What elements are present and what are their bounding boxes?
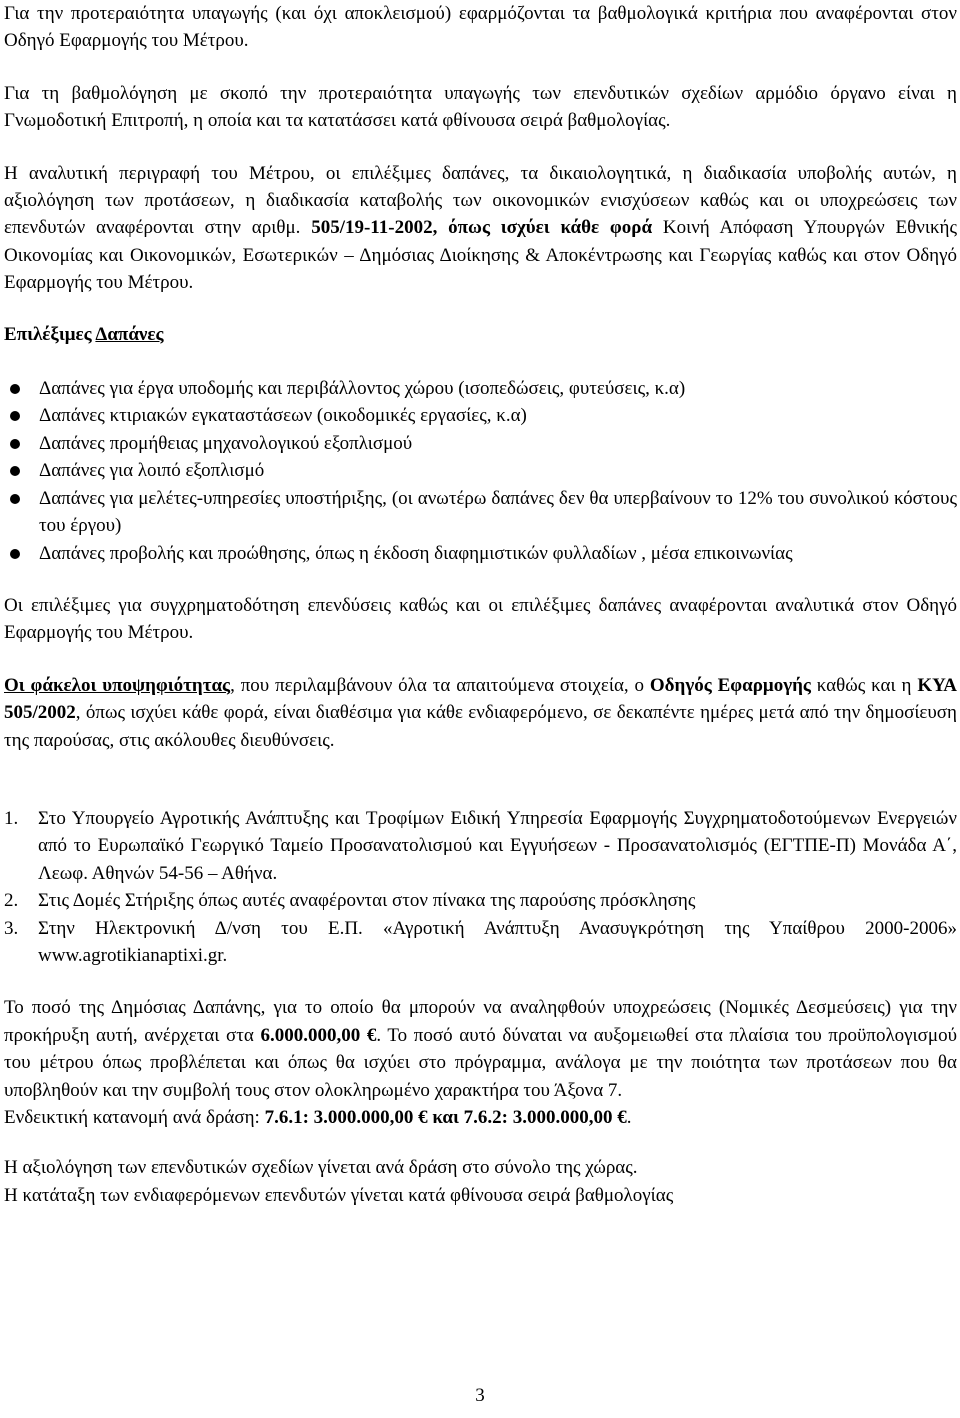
description-text-2: Κοινή Απόφαση Υπουργών Εθνικής Οικονομίας και Οικονομικών, Εσωτερικών – Δημόσιας Διοίκησης & Αποκέντρωσης και Γεωργίας καθώς και στον Οδηγό Εφαρμογής του Μέτρου. — [4, 217, 957, 294]
list-item — [4, 375, 957, 402]
committee-paragraph: Για τη βαθμολόγηση με σκοπό την προτεραιότητα υπαγωγής των επενδυτικών σχεδίων αρμόδιο όργανο είναι η Γνωμοδοτική Επιτροπή, η οποία και τα κατατάσσει κατά φθίνουσα σειρά βαθμολογίας. — [4, 82, 957, 132]
addresses-list — [4, 805, 957, 969]
priority-paragraph: Για την προτεραιότητα υπαγωγής (και όχι αποκλεισμού) εφαρμόζονται τα βαθμολογικά κριτήρια που αναφέρονται στον Οδηγό Εφαρμογής του Μέτρου. — [4, 3, 957, 52]
folders-bold-3: ΚΥΑ 505/2002 — [4, 674, 957, 724]
allocation-end: . — [626, 1107, 632, 1128]
list-item — [4, 915, 957, 970]
list-item-text: Στην Ηλεκτρονική Δ/νση του Ε.Π. «Αγροτική Ανάπτυξη Ανασυγκρότηση της Υπαίθρου 2000-2006» www.agrotikianaptixi.gr. — [38, 917, 957, 966]
description-text-1: Η αναλυτική περιγραφή του Μέτρου, οι επιλέξιμες δαπάνες, τα δικαιολογητικά, η διαδικασία υποβολής αυτών, η αξιολόγηση των προτάσεων, η διαδικασία καταβολής των οικονομικών ενισχύσεων καθώς και οι υποχρεώσεις των επενδυτών αναφέρονται στην αριθμ. — [4, 162, 957, 239]
eligible-expenses-heading — [4, 321, 957, 348]
list-item — [4, 402, 957, 429]
folders-text-2: καθώς και η — [810, 674, 918, 696]
list-item — [4, 887, 957, 914]
folders-text-1: , που περιλαμβάνουν όλα τα απαιτούμενα στοιχεία, ο — [230, 674, 650, 696]
list-item-text: Δαπάνες για μελέτες-υπηρεσίες υποστήριξης, (οι ανωτέρω δαπάνες δεν θα υπερβαίνουν το 12% του συνολικού κόστους του έργου) — [39, 487, 957, 537]
description-paragraph — [4, 160, 957, 297]
bullet-icon — [10, 439, 20, 449]
list-item — [4, 805, 957, 887]
evaluation-paragraph: Η αξιολόγηση των επενδυτικών σχεδίων γίνεται ανά δράση στο σύνολο της χώρας. — [4, 1157, 638, 1179]
list-item — [4, 540, 957, 567]
budget-paragraph — [4, 994, 957, 1104]
allocation-paragraph — [4, 1104, 957, 1131]
list-item — [4, 457, 957, 484]
folders-text-3: , όπως ισχύει κάθε φορά, είναι διαθέσιμα για κάθε ενδιαφερόμενο, σε δεκαπέντε ημέρες μετά από την δημοσίευση της παρούσας, στις ακόλουθες διευθύνσεις. — [4, 702, 957, 751]
bullet-icon — [10, 411, 20, 421]
allocation-label: Ενδεικτική κατανομή ανά δράση: — [4, 1107, 265, 1128]
document-page — [4, 0, 957, 1209]
list-item — [4, 430, 957, 457]
list-item-text: Στο Υπουργείο Αγροτικής Ανάπτυξης και Τροφίμων Ειδική Υπηρεσία Εφαρμογής Συγχρηματοδοτούμενων Ενεργειών από το Ευρωπαϊκό Γεωργικό Ταμείο Προσανατολισμού και Εγγυήσεων - Προσανατολισμός (ΕΓΤΠΕ-Π) Μονάδα Α΄, Λεωφ. Αθηνών 54-56 – Αθήνα. — [38, 807, 957, 884]
heading-word-1: Επιλέξιμες — [4, 323, 92, 345]
list-item-text: Δαπάνες για λοιπό εξοπλισμό — [39, 460, 265, 482]
ranking-paragraph: Η κατάταξη των ενδιαφερόμενων επενδυτών γίνεται κατά φθίνουσα σειρά βαθμολογίας — [4, 1184, 674, 1206]
heading-word-2: Δαπάνες — [95, 323, 164, 345]
budget-text-1: Το ποσό της Δημόσιας Δαπάνης, για το οποίο θα μπορούν να αναληφθούν υποχρεώσεις (Νομικές Δεσμεύσεις) για την προκήρυξη αυτή, ανέρχεται στα — [4, 997, 957, 1046]
bullet-icon — [10, 549, 20, 559]
bullet-icon — [10, 384, 20, 394]
expenses-list — [4, 375, 957, 567]
list-item-number: 1. — [4, 807, 19, 829]
bullet-icon — [10, 466, 20, 476]
list-item-text: Στις Δομές Στήριξης όπως αυτές αναφέρονται στον πίνακα της παρούσης πρόσκλησης — [38, 890, 696, 912]
list-item-text: Δαπάνες για έργα υποδομής και περιβάλλοντος χώρου (ισοπεδώσεις, φυτεύσεις, κ.α) — [39, 378, 686, 400]
folders-paragraph — [4, 672, 957, 754]
list-item — [4, 485, 957, 540]
bullet-icon — [10, 494, 20, 504]
allocation-values: 7.6.1: 3.000.000,00 € και 7.6.2: 3.000.000,00 € — [264, 1107, 627, 1128]
list-item-text: Δαπάνες προμήθειας μηχανολογικού εξοπλισμού — [39, 432, 413, 454]
budget-text-2: . Το ποσό αυτό δύναται να αυξομειωθεί στα πλαίσια του προϋπολογισμού του μέτρου όπως προβλέπεται και όπως θα ισχύει στο πρόγραμμα, ανάλογα με την ποιότητα των προτάσεων που θα υποβληθούν και την συμβολή τους στον ολοκληρωμένο χαρακτήρα του Άξονα 7. — [4, 1024, 958, 1101]
kya-reference: 505/19-11-2002, όπως ισχύει κάθε φορά — [311, 217, 653, 239]
list-item-text: Δαπάνες προβολής και προώθησης, όπως η έκδοση διαφημιστικών φυλλαδίων , μέσα επικοινωνίας — [39, 542, 793, 564]
eligible-investments-paragraph: Οι επιλέξιμες για συγχρηματοδότηση επενδύσεις καθώς και οι επιλέξιμες δαπάνες αναφέρονται αναλυτικά στον Οδηγό Εφαρμογής του Μέτρου. — [4, 594, 957, 644]
folders-bold-2: Οδηγός Εφαρμογής — [649, 674, 811, 696]
list-item-number: 3. — [4, 917, 19, 939]
budget-amount: 6.000.000,00 € — [260, 1024, 377, 1046]
list-item-text: Δαπάνες κτιριακών εγκαταστάσεων (οικοδομικές εργασίες, κ.α) — [39, 405, 527, 427]
list-item-number: 2. — [4, 890, 19, 912]
folders-bold-1: Οι φάκελοι υποψηφιότητας — [4, 674, 231, 696]
page-number: 3 — [475, 1385, 485, 1406]
